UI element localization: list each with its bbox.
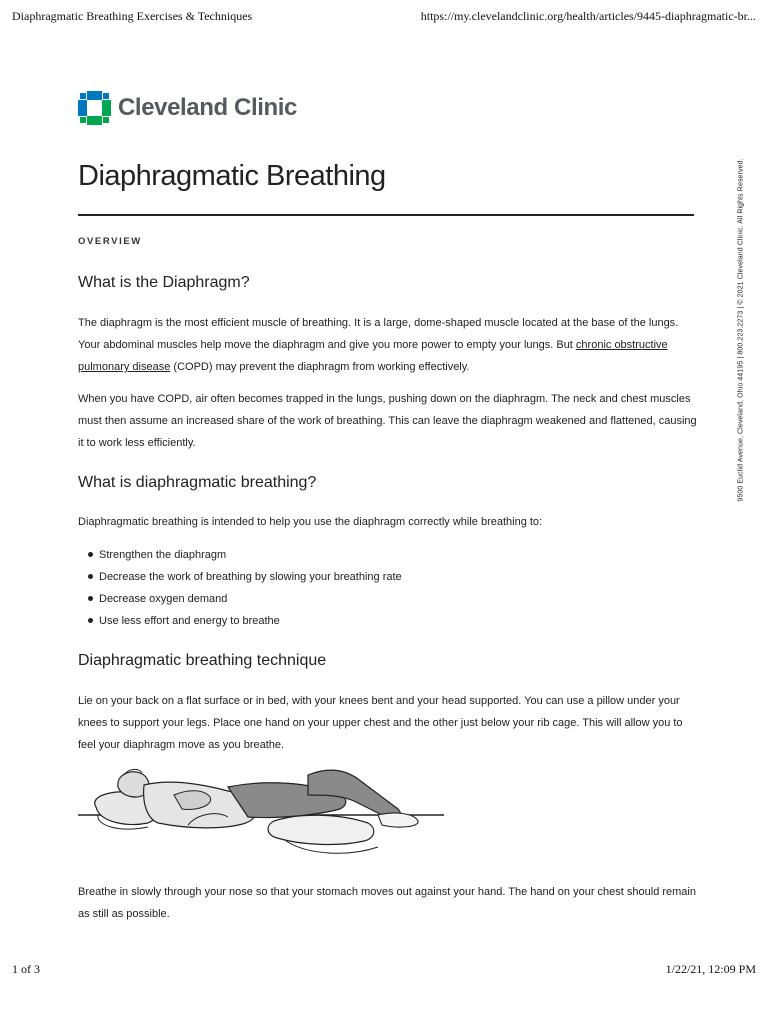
breathing-position-illustration xyxy=(78,765,444,872)
paragraph-diaphragm-intro xyxy=(78,312,698,378)
page-url[interactable]: https://my.clevelandclinic.org/health/articles/9445-diaphragmatic-br... xyxy=(420,9,756,23)
cleveland-clinic-logo-icon xyxy=(78,91,111,125)
list-item-text: Use less effort and energy to breathe xyxy=(99,615,280,627)
list-item-text: Decrease oxygen demand xyxy=(99,593,228,605)
section-label: OVERVIEW xyxy=(78,236,142,247)
copd-link[interactable]: chronic obstructive pulmonary disease xyxy=(78,339,668,373)
logo-text: Cleveland Clinic xyxy=(118,94,297,121)
paragraph-text: The diaphragm is the most efficient muscle of breathing. It is a large, dome-shaped muscle located at the base of the lungs. Your abdominal muscles help move the diaphragm and give you more power to empty your lungs. But xyxy=(78,317,679,351)
heading-what-is-diaphragm: What is the Diaphragm? xyxy=(78,274,250,291)
print-datetime: 1/22/21, 12:09 PM xyxy=(665,962,756,976)
bullet-icon xyxy=(88,574,93,579)
print-footer xyxy=(12,962,756,978)
list-item xyxy=(78,544,678,566)
list-item xyxy=(78,610,678,632)
list-item xyxy=(78,588,678,610)
paragraph-breathe-in: Breathe in slowly through your nose so that your stomach moves out against your hand. The hand on your chest should remain as still as possible. xyxy=(78,886,696,920)
paragraph-breathing-intro: Diaphragmatic breathing is intended to help you use the diaphragm correctly while breathing to: xyxy=(78,516,543,528)
print-header xyxy=(12,9,756,25)
page-title-header: Diaphragmatic Breathing Exercises & Techniques xyxy=(12,9,253,23)
person-lying-illustration-icon xyxy=(78,765,444,867)
list-item-text: Strengthen the diaphragm xyxy=(99,549,227,561)
address-text: 9500 Euclid Avenue, Cleveland, Ohio 44195 | 800.223.2273 | © 2021 Cleveland Clinic. All Rights Reserved. xyxy=(737,158,745,502)
heading-technique: Diaphragmatic breathing technique xyxy=(78,652,327,669)
paragraph-copd: When you have COPD, air often becomes trapped in the lungs, pushing down on the diaphragm. The neck and chest muscles must then assume an increased share of the work of breathing. This can leave the diaphragm weakened and flattened, causing it to work less efficiently. xyxy=(78,393,697,449)
list-item xyxy=(78,566,678,588)
article-title: Diaphragmatic Breathing xyxy=(78,160,386,192)
cleveland-clinic-logo[interactable] xyxy=(78,91,297,125)
paragraph-technique: Lie on your back on a flat surface or in bed, with your knees bent and your head supported. You can use a pillow under your knees to support your legs. Place one hand on your upper chest and the other just below your rib cage. This will allow you to feel your diaphragm move as you breathe. xyxy=(78,695,683,751)
bullet-icon xyxy=(88,618,93,623)
page-count: 1 of 3 xyxy=(12,962,40,976)
heading-what-is-breathing: What is diaphragmatic breathing? xyxy=(78,474,317,491)
title-divider xyxy=(78,214,694,216)
paragraph-text: (COPD) may prevent the diaphragm from working effectively. xyxy=(170,361,470,373)
bullet-icon xyxy=(88,596,93,601)
list-item-text: Decrease the work of breathing by slowing your breathing rate xyxy=(99,571,402,583)
benefits-list xyxy=(78,544,678,632)
bullet-icon xyxy=(88,552,93,557)
